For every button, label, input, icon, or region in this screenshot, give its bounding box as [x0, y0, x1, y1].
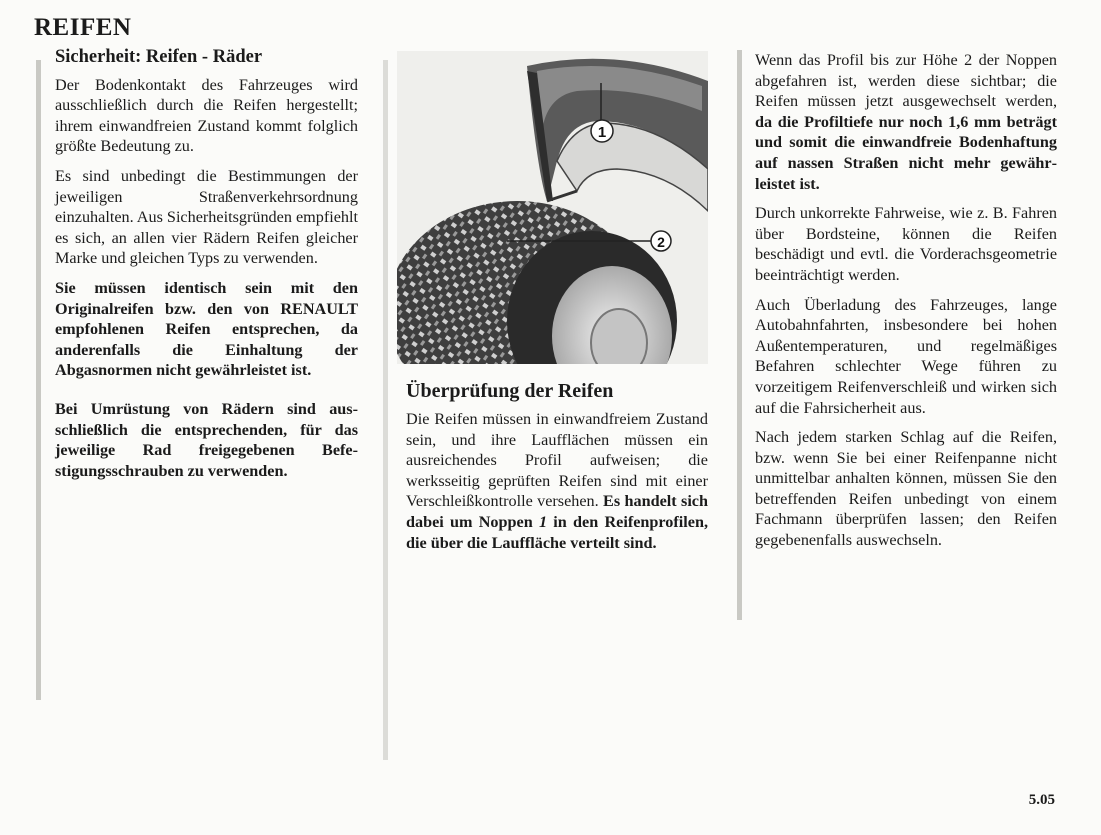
page-title: REIFEN [34, 14, 132, 41]
middle-column [406, 409, 708, 562]
paragraph: Durch unkorrekte Fahrweise, wie z. B. Fahren über Bordsteine, können die Reifen beschädigt und evtl. die Vorderachsgeometrie beeinträchtigt werden. [755, 204, 1057, 284]
paragraph [755, 50, 1057, 194]
paragraph-warning: Sie müssen identisch sein mit den Originalreifen bzw. den von RENAULT empfohlenen Reifen entsprechen, da anderenfalls die Einhaltung der Abgasnormen nicht gewährleistet ist. [55, 278, 358, 380]
paragraph: Auch Überladung des Fahrzeuges, lange Autobahnfahrten, insbesondere bei hohen Außentemperaturen, und regelmäßiges Befahren schlechter Wege führen zu vorzeitigem Reifenverschleiß und wirken sich auf die Fahrsicherheit aus. [755, 295, 1057, 417]
paragraph-text: Wenn das Profil bis zur Höhe 2 der Noppen abgefahren ist, werden diese sichtbar; die Reifen müssen jetzt ausgewechselt werden, [755, 51, 1057, 111]
tire-cutaway-drawing [397, 51, 708, 364]
paragraph-text-bold: da die Profiltiefe nur noch 1,6 mm beträgt und somit die einwandfreie Bodenhaftung auf nassen Straßen nicht mehr gewährleistet ist. [755, 112, 1057, 193]
paragraph: Es sind unbedingt die Bestimmungen der jeweiligen Straßenverkehrsordnung einzuhalten. Aus Sicherheitsgründen empfiehlt es sich, an allen vier Rädern Reifen gleicher Marke und gleichen Typs zu verwenden. [55, 166, 358, 268]
left-column [55, 47, 358, 490]
paragraph-text-bold: in den Reifenprofilen, die über die Lauffläche verteilt sind. [406, 512, 708, 552]
tire-illustration [397, 51, 708, 364]
paragraph: Der Bodenkontakt des Fahrzeuges wird ausschließlich durch die Reifen hergestellt; ihrem einwandfreien Zustand kommt folglich größte Bedeutung zu. [55, 75, 358, 156]
margin-bar-left [36, 60, 41, 700]
page-number: 5.05 [1028, 792, 1055, 808]
right-column [755, 50, 1057, 560]
margin-bar-right [737, 50, 742, 620]
paragraph-text: Die Reifen müssen in einwandfreiem Zustand sein, und ihre Laufflächen müssen ein ausreichendes Profil aufweisen; die werksseitig geprüften Reifen sind mit einer Verschleißkontrolle versehen. [406, 410, 708, 511]
callout-label-1: 1 [597, 124, 607, 141]
paragraph-warning: Bei Umrüstung von Rädern sind ausschließlich die entsprechenden, für das jeweilige Rad freigegebenen Befestigungsschrauben zu verwenden. [55, 399, 358, 480]
paragraph [406, 409, 708, 553]
reference-number: 1 [538, 512, 548, 531]
paragraph-text-bold: Es handelt sich dabei um Noppen [406, 492, 708, 531]
section-heading-tire-check: Überprüfung der Reifen [406, 380, 614, 402]
paragraph: Nach jedem starken Schlag auf die Reifen, bzw. wenn Sie bei einer Reifenpanne nicht unmittelbar anhalten können, müssen Sie den betreffenden Reifen unbedingt von einem Fachmann überprüfen lassen; den Reifen gegebenenfalls auswechseln. [755, 428, 1057, 550]
section-heading-safety: Sicherheit: Reifen - Räder [55, 47, 263, 67]
margin-bar-middle [383, 60, 388, 760]
callout-label-2: 2 [657, 234, 665, 250]
